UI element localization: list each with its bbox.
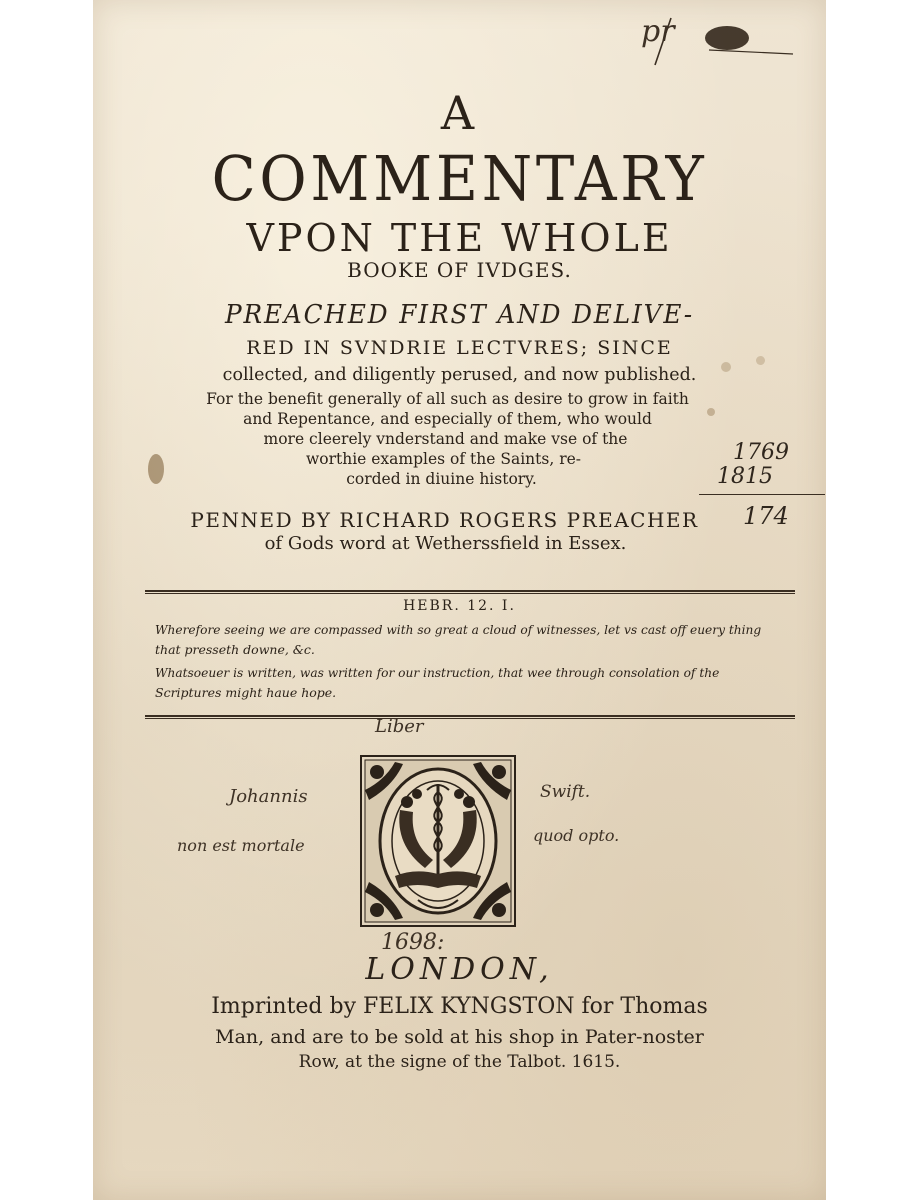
margin-number: 1769 [733,440,789,465]
scripture-quote-line: Scriptures might haue hope. [155,685,337,700]
imprint-line: Imprinted by FELIX KYNGSTON for Thomas [211,994,708,1019]
imprint-line: Row, at the signe of the Talbot. 1615. [298,1052,621,1072]
imprint-city: LONDON, [365,952,554,987]
subtitle-line: and Repentance, and especially of them, who would [243,410,652,428]
bottom-rule [145,715,795,719]
imprint-line: Man, and are to be sold at his shop in Pater-noster [215,1026,704,1048]
subtitle-collected: collected, and diligently perused, and now published. [222,364,697,385]
title-letter-a: A [440,86,479,140]
subtitle-line: more cleerely vnderstand and make vse of the [263,430,628,448]
inscription-year: 1698: [381,930,445,955]
handwritten-mark: pr [641,14,675,49]
scripture-reference: HEBR. 12. I. [403,598,516,614]
scripture-quote-line: Wherefore seeing we are compassed with so great a cloud of witnesses, let vs cast off euery thing [155,623,762,637]
inscription-johannis: Johannis [229,786,308,807]
inscription-liber: Liber [375,716,424,737]
title-commentary: COMMENTARY [211,142,708,215]
inscription-motto-left: non est mortale [177,836,305,855]
inscription-motto-right: quod opto. [533,826,620,845]
subtitle-preached: PREACHED FIRST AND DELIVE- [224,300,695,330]
printers-device-emblem [355,750,521,932]
margin-number: 174 [743,502,789,530]
subtitle-line: For the benefit generally of all such as desire to grow in faith [206,390,689,408]
author-place-line: of Gods word at Wetherssfield in Essex. [264,533,627,554]
scripture-quote-line: that presseth downe, &c. [155,642,315,657]
inscription-swift: Swift. [540,782,591,802]
top-rule [145,590,795,594]
title-page [93,0,826,1200]
subtitle-line: corded in diuine history. [346,470,537,488]
title-vpon-the-whole: VPON THE WHOLE [246,216,673,260]
subtitle-red-in-sundrie: RED IN SVNDRIE LECTVRES; SINCE [246,337,673,359]
margin-number: 1815 [717,464,773,489]
title-booke-of-iudges: BOOKE OF IVDGES. [347,258,572,282]
author-line: PENNED BY RICHARD ROGERS PREACHER [190,508,699,532]
margin-rule [699,494,825,495]
subtitle-line: worthie examples of the Saints, re- [305,450,582,468]
scripture-quote-line: Whatsoeuer is written, was written for our instruction, that wee through consolation of the [155,666,720,680]
handwritten-stroke [645,10,795,70]
